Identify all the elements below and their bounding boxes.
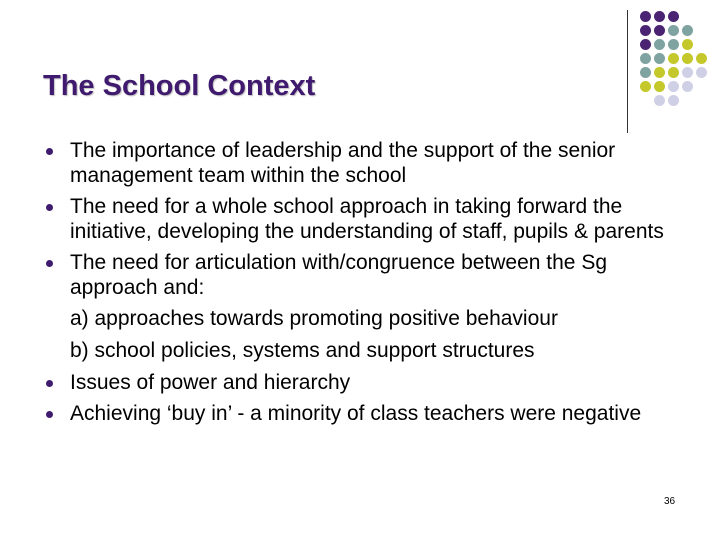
decorative-dot — [640, 67, 651, 78]
list-item — [44, 138, 684, 188]
list-item — [44, 194, 684, 244]
list-item — [44, 401, 684, 426]
decorative-dot — [696, 53, 707, 64]
list-subitem — [44, 338, 684, 363]
list-item-text: The need for a whole school approach in taking forward the initiative, developing the understanding of staff, pupils & parents — [70, 195, 664, 243]
decorative-dot — [654, 11, 665, 22]
bullet-icon — [46, 411, 53, 418]
decorative-dot — [640, 25, 651, 36]
bullet-list — [44, 138, 684, 432]
list-item — [44, 370, 684, 395]
bullet-icon — [46, 380, 53, 387]
decorative-dot — [640, 11, 651, 22]
list-item-text: a) approaches towards promoting positive behaviour — [70, 307, 558, 330]
decorative-dot — [682, 67, 693, 78]
decorative-dot — [668, 81, 679, 92]
list-item-text: The importance of leadership and the support of the senior management team within the school — [70, 139, 616, 187]
decorative-dot — [640, 39, 651, 50]
page-number: 36 — [664, 496, 676, 507]
list-subitem — [44, 306, 684, 331]
decorative-dot — [682, 39, 693, 50]
decorative-dot — [654, 39, 665, 50]
decorative-dot — [640, 81, 651, 92]
decorative-dot — [668, 25, 679, 36]
decorative-dot-grid — [640, 11, 720, 111]
decorative-dot — [654, 81, 665, 92]
decorative-dot — [668, 95, 679, 106]
bullet-icon — [46, 260, 53, 267]
list-item-text: The need for articulation with/congruence between the Sg approach and: — [70, 251, 608, 299]
divider-line — [627, 10, 628, 133]
decorative-dot — [654, 67, 665, 78]
decorative-dot — [682, 53, 693, 64]
decorative-dot — [654, 25, 665, 36]
decorative-dot — [654, 53, 665, 64]
slide-title: The School Context — [43, 70, 316, 102]
decorative-dot — [682, 25, 693, 36]
decorative-dot — [640, 53, 651, 64]
decorative-dot — [668, 11, 679, 22]
decorative-dot — [668, 67, 679, 78]
list-item-text: Achieving ‘buy in’ - a minority of class teachers were negative — [70, 402, 642, 425]
decorative-dot — [668, 39, 679, 50]
list-item-text: b) school policies, systems and support structures — [70, 339, 535, 362]
decorative-dot — [668, 53, 679, 64]
bullet-icon — [46, 148, 53, 155]
bullet-icon — [46, 204, 53, 211]
list-item-text: Issues of power and hierarchy — [70, 371, 351, 394]
list-item — [44, 250, 684, 300]
decorative-dot — [696, 67, 707, 78]
decorative-dot — [654, 95, 665, 106]
decorative-dot — [682, 81, 693, 92]
